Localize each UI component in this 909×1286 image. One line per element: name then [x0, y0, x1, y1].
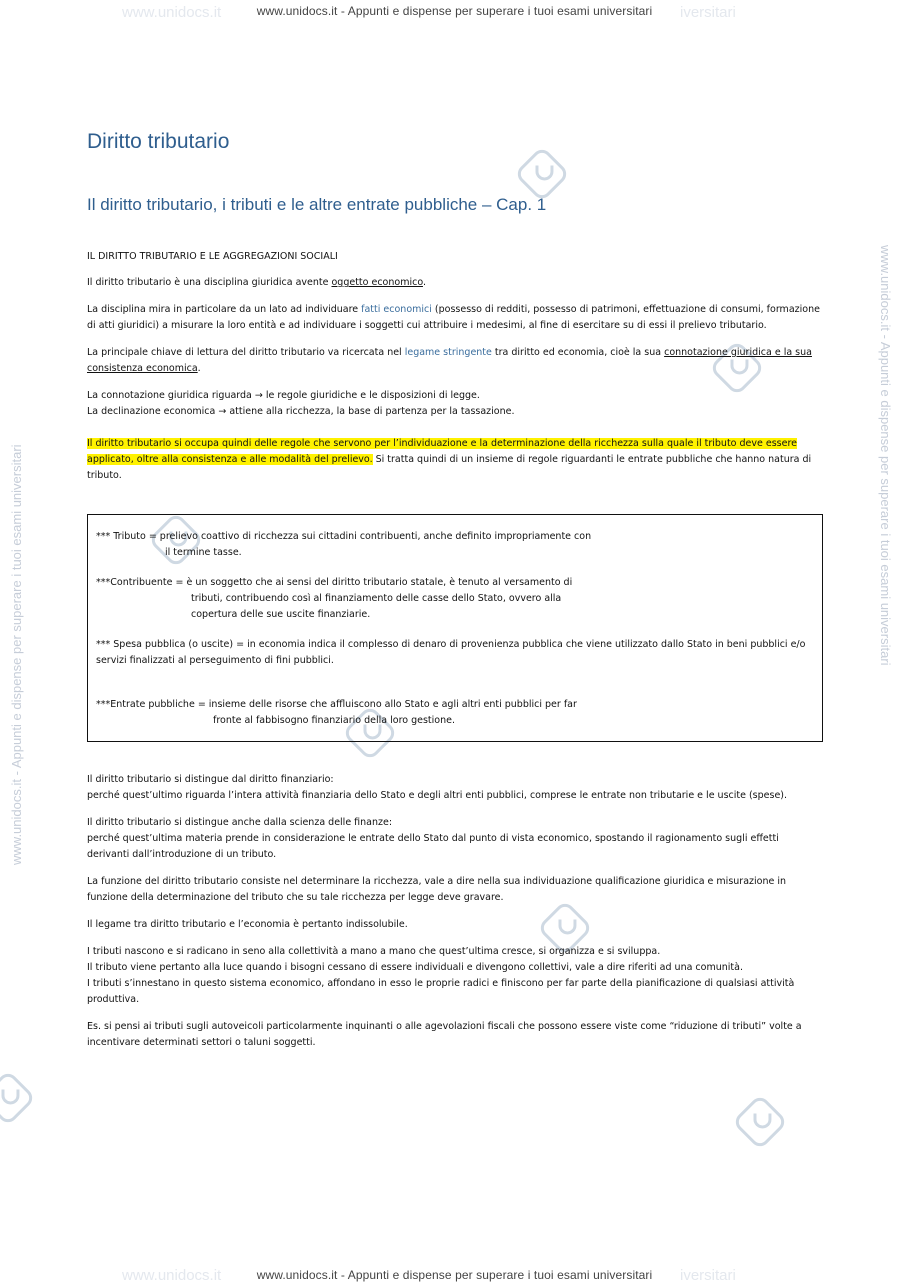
definition-spesa-pubblica: *** Spesa pubblica (o uscite) = in economia indica il complesso di denaro di provenienza pubblica che viene utilizzato dallo Stato in beni pubblici e/o servizi finalizzati al perseguimento di fini pubblici.: [96, 639, 806, 666]
paragraph-2: La disciplina mira in particolare da un lato ad individuare fatti economici (possesso di redditi, possesso di patrimoni, effettuazione di consumi, formazione di atti giuridici) a misurare la loro entità e ad individuare i soggetti cui attribuire i medesimi, al fine di esercitare su di essi il prelievo tributario.: [87, 304, 820, 331]
paragraph-3: La principale chiave di lettura del diritto tributario va ricercata nel legame stringente tra diritto ed economia, cioè la sua connotazione giuridica e la sua consistenza economica.: [87, 347, 812, 374]
footer-watermark-ghost-right: iversitari: [680, 1267, 736, 1284]
left-side-watermark: www.unidocs.it - Appunti e dispense per superare i tuoi esami universitari: [9, 444, 24, 865]
paragraph-4: La connotazione giuridica riguarda → le regole giuridiche e le disposizioni di legge. La declinazione economica → attiene alla ricchezza, la base di partenza per la tassazione.: [87, 390, 515, 417]
document-title: Diritto tributario: [87, 130, 230, 153]
header-watermark-ghost-right: iversitari: [680, 4, 736, 21]
section-heading: IL DIRITTO TRIBUTARIO E LE AGGREGAZIONI SOCIALI: [87, 251, 338, 262]
definitions-box: [87, 514, 823, 742]
unidocs-logo-watermark-icon: [732, 1094, 789, 1151]
paragraph-1: Il diritto tributario è una disciplina giuridica avente oggetto economico.: [87, 277, 426, 288]
definition-contribuente: ***Contribuente = è un soggetto che ai sensi del diritto tributario statale, è tenuto al versamento di tributi, contribuendo così al finanziamento delle casse dello Stato, ovvero alla copertura delle sue uscite finanziarie.: [96, 577, 573, 620]
header-watermark-text: www.unidocs.it - Appunti e dispense per superare i tuoi esami universitari: [256, 4, 653, 18]
definition-entrate-pubbliche: ***Entrate pubbliche = insieme delle risorse che affluiscono allo Stato e agli altri enti pubblici per far fronte al fabbisogno finanziario della loro gestione.: [96, 699, 577, 726]
unidocs-logo-watermark-icon: [0, 1070, 36, 1127]
header-watermark-ghost: www.unidocs.it: [122, 4, 222, 21]
paragraph-11: Es. si pensi ai tributi sugli autoveicoli particolarmente inquinanti o alle agevolazioni fiscali che possono essere viste come “riduzione di tributi” volte a incentivare determinati settori o taluni soggetti.: [87, 1021, 802, 1048]
paragraph-6: Il diritto tributario si distingue dal diritto finanziario: perché quest’ultimo riguarda l’intera attività finanziaria dello Stato e degli altri enti pubblici, comprese le entrate non tributarie e le uscite (spese).: [87, 774, 788, 801]
paragraph-8: La funzione del diritto tributario consiste nel determinare la ricchezza, vale a dire nella sua individuazione qualificazione giuridica e misurazione in funzione della determinazione del tributo che su tale ricchezza per legge deve gravare.: [87, 876, 787, 903]
paragraph-10: I tributi nascono e si radicano in seno alla collettività a mano a mano che quest’ultima cresce, si organizza e si sviluppa. Il tributo viene pertanto alla luce quando i bisogni cessano di essere individuali e divengono collettivi, vale a dire riferiti ad una comunità. I tributi s’innestano in questo sistema economico, affondano in esso le proprie radici e finiscono per far parte della pianificazione di qualsiasi attività produttiva.: [87, 946, 795, 1005]
footer-watermark-text: www.unidocs.it - Appunti e dispense per superare i tuoi esami universitari: [256, 1268, 653, 1282]
highlighted-paragraph: Il diritto tributario si occupa quindi delle regole che servono per l’individuazione e la determinazione della ricchezza sulla quale il tributo deve essere applicato, oltre alla consistenza e alle modalità del prelievo. Si tratta quindi di un insieme di regole riguardanti le entrate pubbliche che hanno natura di tributo.: [87, 438, 812, 481]
footer-watermark-ghost: www.unidocs.it: [122, 1267, 222, 1284]
right-side-watermark: www.unidocs.it - Appunti e dispense per superare i tuoi esami universitari: [878, 245, 893, 666]
chapter-subtitle: Il diritto tributario, i tributi e le altre entrate pubbliche – Cap. 1: [87, 195, 547, 214]
document-body: [87, 128, 823, 1062]
paragraph-7: Il diritto tributario si distingue anche dalla scienza delle finanze: perché quest’ultima materia prende in considerazione le entrate dello Stato dal punto di vista economico, spostando il ragionamento sugli effetti derivanti dall’introduzione di un tributo.: [87, 817, 779, 860]
definition-tributo: *** Tributo = prelievo coattivo di ricchezza sui cittadini contribuenti, anche definito impropriamente con il termine tasse.: [96, 531, 592, 558]
paragraph-9: Il legame tra diritto tributario e l’economia è pertanto indissolubile.: [87, 919, 408, 930]
